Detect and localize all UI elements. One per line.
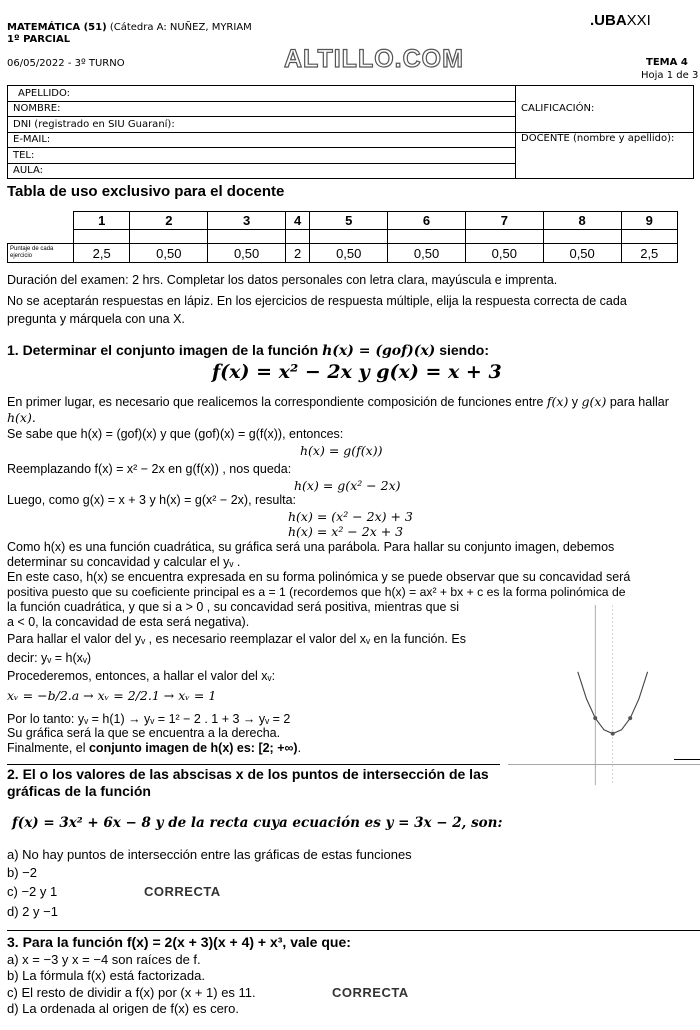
score-blank[interactable] (130, 230, 208, 244)
graph-point (628, 716, 632, 720)
score-blank[interactable] (388, 230, 466, 244)
course-line: MATEMÁTICA (51) (Cátedra A: NUÑEZ, MYRIAM (7, 22, 252, 33)
q1-text: a < 0, la concavidad de esta será negativa). (7, 615, 250, 629)
q2-equation: f(x) = 3x² + 6x − 8 y de la recta cuya ecuación es y = 3x − 2, son: (12, 815, 503, 831)
q1-text: Como h(x) es una función cuadrática, su gráfica será una parábola. Para hallar su conjunto imagen, debemos (7, 540, 615, 554)
q2-correct-mark: CORRECTA (144, 884, 221, 899)
q1-text: Su gráfica será la que se encuentra a la derecha. (7, 726, 281, 740)
exam-date: 06/05/2022 - 3º TURNO (7, 58, 125, 69)
q3-option-b[interactable]: b) La fórmula f(x) está factorizada. (7, 968, 205, 983)
instructions-line: Duración del examen: 2 hrs. Completar los datos personales con letra clara, mayúscula e imprenta. (7, 273, 558, 287)
score-value: 0,50 (130, 244, 208, 263)
q2-title: gráficas de la función (7, 783, 151, 799)
score-value: 0,50 (208, 244, 286, 263)
score-blank[interactable] (310, 230, 388, 244)
q2-option-b[interactable]: b) −2 (7, 865, 37, 880)
instructions-line: pregunta y márquela con una X. (7, 312, 185, 326)
q1-title: 1. Determinar el conjunto imagen de la función h(x) = (gof)(x) siendo: (7, 342, 489, 359)
q1-text: Se sabe que h(x) = (gof)(x) y que (gof)(x) = g(f(x)), entonces: (7, 427, 344, 441)
tema-label: TEMA 4 (646, 57, 688, 68)
graph-point (593, 716, 597, 720)
score-table-title: Tabla de uso exclusivo para el docente (7, 183, 285, 200)
q2-option-c[interactable]: c) −2 y 1 (7, 884, 58, 899)
field-aula[interactable]: AULA: (8, 163, 516, 179)
q1-text: En primer lugar, es necesario que realicemos la correspondiente composición de funciones entre f(x) y g(x) para hallar (7, 394, 669, 409)
q1-text: positiva puesto que su coeficiente principal es a = 1 (recordemos que h(x) = ax² + bx + c es la forma polinómica de (7, 585, 626, 599)
q3-option-d[interactable]: d) La ordenada al origen de f(x) es cero. (7, 1001, 239, 1016)
field-apellido[interactable]: APELLIDO: (8, 86, 516, 102)
q3-option-c[interactable]: c) El resto de dividir a f(x) por (x + 1) es 11. (7, 985, 256, 1000)
score-value: 0,50 (465, 244, 543, 263)
q1-given-functions: f(x) = x² − 2x y g(x) = x + 3 (212, 361, 502, 383)
field-tel[interactable]: TEL: (8, 148, 516, 164)
q2-option-a[interactable]: a) No hay puntos de intersección entre las gráficas de estas funciones (7, 847, 412, 862)
instructions-line: No se aceptarán respuestas en lápiz. En los ejercicios de respuesta múltiple, elija la respuesta correcta de cada (7, 294, 627, 308)
q1-text: decir: yᵥ = h(xᵥ) (7, 651, 92, 665)
q1-text: h(x). (7, 410, 36, 425)
q1-text: Para hallar el valor del yᵥ , es necesario reemplazar el valor del xᵥ en la función. Es (7, 632, 466, 646)
score-row-label: Puntaje de cada ejercicio (8, 244, 74, 263)
hoja-label: Hoja 1 de 3 (641, 70, 699, 81)
field-calificacion[interactable]: CALIFICACIÓN: (516, 86, 694, 133)
score-value: 2 (286, 244, 310, 263)
score-value: 0,50 (543, 244, 621, 263)
field-docente[interactable]: DOCENTE (nombre y apellido): (516, 132, 694, 179)
q2-title: 2. El o los valores de las abscisas x de los puntos de intersección de las (7, 766, 489, 782)
score-header: 6 (388, 212, 466, 230)
q1-eq: h(x) = g(x² − 2x) (294, 478, 401, 493)
q1-eq: h(x) = (x² − 2x) + 3 (288, 509, 413, 524)
q1-text: determinar su concavidad y calcular el yᵥ . (7, 555, 241, 569)
score-header: 1 (74, 212, 130, 230)
q1-conclusion: Finalmente, el conjunto imagen de h(x) es: [2; +∞). (7, 741, 302, 755)
score-blank[interactable] (286, 230, 310, 244)
score-table (7, 211, 678, 263)
score-header: 8 (543, 212, 621, 230)
score-header: 9 (621, 212, 677, 230)
parabola-graph (508, 605, 700, 785)
q3-option-a[interactable]: a) x = −3 y x = −4 son raíces de f. (7, 952, 201, 967)
score-header: 5 (310, 212, 388, 230)
field-nombre[interactable]: NOMBRE: (8, 101, 516, 117)
score-header: 4 (286, 212, 310, 230)
student-info-table (7, 85, 694, 179)
field-dni[interactable]: DNI (registrado en SIU Guaraní): (8, 117, 516, 133)
score-blank[interactable] (208, 230, 286, 244)
score-value: 2,5 (621, 244, 677, 263)
q1-eq: h(x) = x² − 2x + 3 (288, 524, 404, 539)
q1-text: Luego, como g(x) = x + 3 y h(x) = g(x² − 2x), resulta: (7, 493, 297, 507)
exam-title: 1º PARCIAL (7, 34, 71, 45)
q1-text: la función cuadrática, y que si a > 0 , su concavidad será positiva, mientras que si (7, 600, 459, 614)
graph-point (611, 732, 615, 736)
score-blank[interactable] (465, 230, 543, 244)
q1-eq: h(x) = g(f(x)) (300, 443, 383, 458)
q1-text: Reemplazando f(x) = x² − 2x en g(f(x)) , nos queda: (7, 462, 292, 476)
q1-text: Procederemos, entonces, a hallar el valor del xᵥ: (7, 669, 276, 683)
score-value: 0,50 (388, 244, 466, 263)
field-email[interactable]: E-MAIL: (8, 132, 516, 148)
q1-text: Por lo tanto: yᵥ = h(1) → yᵥ = 1² − 2 . 1 + 3 → yᵥ = 2 (7, 712, 291, 726)
altillo-logo: ALTILLO.COM (284, 45, 464, 73)
score-value: 2,5 (74, 244, 130, 263)
q3-correct-mark: CORRECTA (332, 985, 409, 1000)
score-blank[interactable] (621, 230, 677, 244)
uba-brand: .UBAXXI (590, 12, 651, 29)
score-header: 3 (208, 212, 286, 230)
score-blank[interactable] (74, 230, 130, 244)
q3-title: 3. Para la función f(x) = 2(x + 3)(x + 4) + x³, vale que: (7, 934, 351, 950)
score-header: 7 (465, 212, 543, 230)
q1-vertex-calc: xᵥ = −b/2.a → xᵥ = 2/2.1 → xᵥ = 1 (7, 688, 217, 703)
q2-option-d[interactable]: d) 2 y −1 (7, 904, 58, 919)
score-header: 2 (130, 212, 208, 230)
score-blank[interactable] (543, 230, 621, 244)
score-value: 0,50 (310, 244, 388, 263)
q1-text: En este caso, h(x) se encuentra expresada en su forma polinómica y se puede observar que su concavidad será (7, 570, 631, 584)
